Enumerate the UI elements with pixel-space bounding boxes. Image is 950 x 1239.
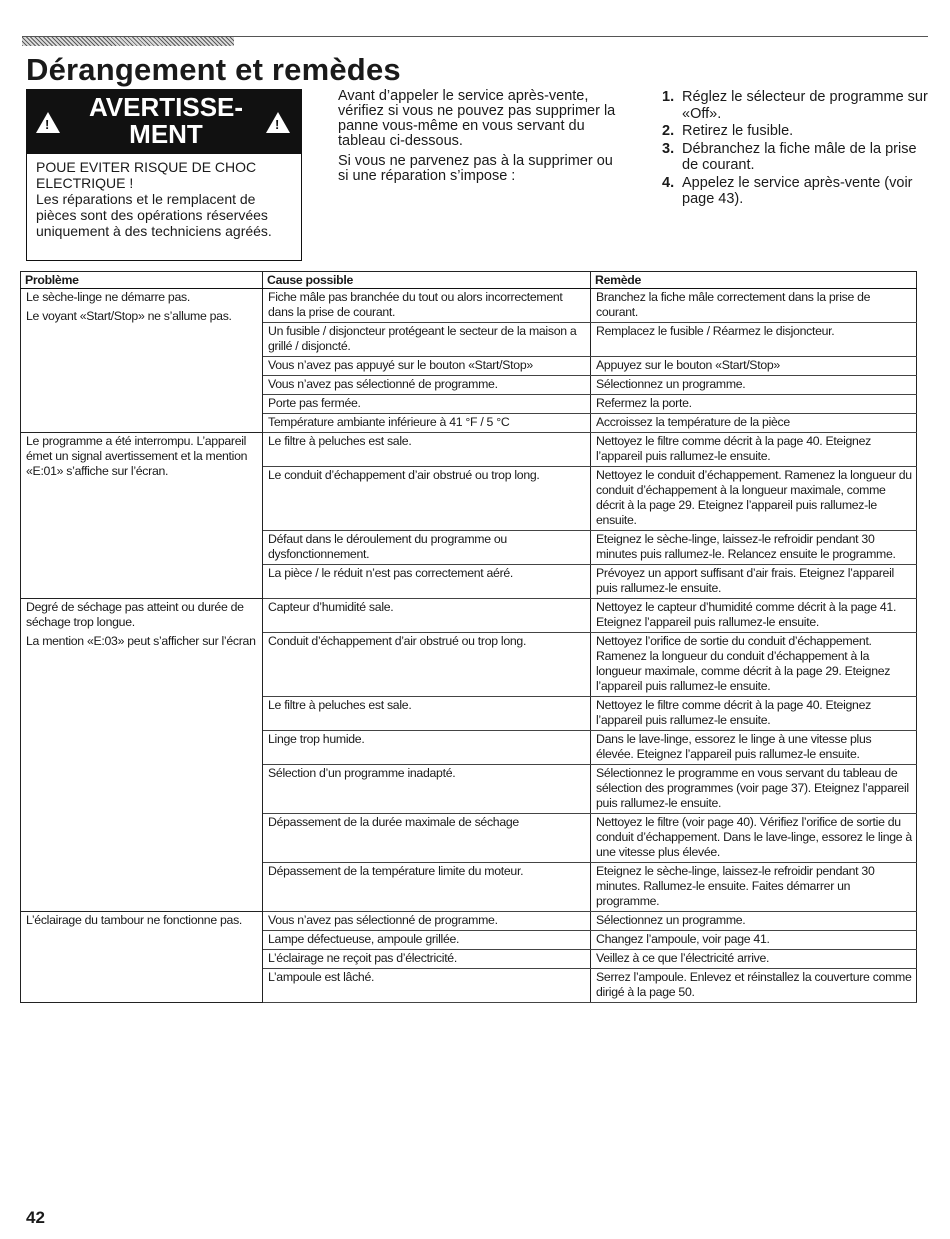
troubleshooting-table [20, 271, 917, 1003]
warning-body-text: Les réparations et le remplacent de pièces sont des opérations réservées uniquement à des techniciens agréés. [36, 191, 272, 239]
header-rule [22, 36, 928, 37]
problem-text: Le programme a été interrompu. L’appareil émet un signal avertissement et la mention «E:01» s’affiche sur l’écran. [26, 434, 248, 478]
cause-cell: Lampe défectueuse, ampoule grillée. [263, 931, 591, 950]
step-item [662, 141, 930, 174]
header-problem: Problème [21, 272, 263, 289]
remedy-cell: Nettoyez l’orifice de sortie du conduit d’échappement. Ramenez la longueur du conduit d’échappement à la longueur maximale, comme décrit à la page 29. Eteignez l’appareil puis rallumez-le ensuite. [591, 633, 917, 697]
cause-cell: La pièce / le réduit n’est pas correctement aéré. [263, 565, 591, 599]
step-number: 3. [662, 140, 675, 157]
step-number: 2. [662, 123, 675, 139]
warning-body [27, 154, 301, 239]
page-title: Dérangement et remèdes [26, 52, 401, 87]
cause-cell: L’ampoule est lâché. [263, 969, 591, 1003]
cause-cell: Fiche mâle pas branchée du tout ou alors incorrectement dans la prise de courant. [263, 289, 591, 323]
problem-cell [21, 599, 263, 912]
cause-cell: Le filtre à peluches est sale. [263, 433, 591, 467]
intro-paragraph: Si vous ne parvenez pas à la supprimer ou si une réparation s’impose : [338, 153, 613, 184]
header-hatch-bar [22, 36, 234, 46]
cause-cell: Le conduit d’échappement d’air obstrué ou trop long. [263, 467, 591, 531]
intro-text [338, 89, 618, 189]
problem-text: L’éclairage du tambour ne fonctionne pas. [26, 913, 243, 927]
intro-paragraph: Avant d’appeler le service après-vente, vérifiez si vous ne pouvez pas supprimer la panne vous-même en vous servant du tableau ci-dessous. [338, 88, 616, 149]
remedy-cell: Eteignez le sèche-linge, laissez-le refroidir pendant 30 minutes puis rallumez-le. Relancez ensuite le programme. [591, 531, 917, 565]
header-remedy: Remède [591, 272, 917, 289]
header-cause: Cause possible [263, 272, 591, 289]
warning-box [26, 89, 302, 261]
remedy-cell: Sélectionnez un programme. [591, 376, 917, 395]
cause-cell: Dépassement de la température limite du moteur. [263, 863, 591, 912]
problem-text: Le sèche-linge ne démarre pas. [26, 290, 190, 304]
cause-cell: Conduit d’échappement d’air obstrué ou trop long. [263, 633, 591, 697]
remedy-cell: Nettoyez le conduit d’échappement. Ramenez la longueur du conduit d’échappement à la longueur maximale, comme décrit à la page 29. Eteignez l’appareil puis rallumez-le ensuite. [591, 467, 917, 531]
remedy-cell: Veillez à ce que l’électricité arrive. [591, 950, 917, 969]
step-item [662, 89, 930, 122]
remedy-cell: Branchez la fiche mâle correctement dans la prise de courant. [591, 289, 917, 323]
step-text: Réglez le sélecteur de programme sur «Off». [682, 89, 928, 122]
cause-cell: Capteur d’humidité sale. [263, 599, 591, 633]
step-text: Retirez le fusible. [682, 123, 794, 139]
remedy-cell: Refermez la porte. [591, 395, 917, 414]
remedy-cell: Accroissez la température de la pièce [591, 414, 917, 433]
step-number: 4. [662, 174, 675, 191]
cause-cell: Un fusible / disjoncteur protégeant le secteur de la maison a grillé / disjoncté. [263, 323, 591, 357]
remedy-cell: Eteignez le sèche-linge, laissez-le refroidir pendant 30 minutes. Rallumez-le ensuite. Faites démarrer un programme. [591, 863, 917, 912]
steps-list [662, 89, 930, 209]
cause-cell: L’éclairage ne reçoit pas d’électricité. [263, 950, 591, 969]
table-row [21, 433, 917, 467]
problem-cell [21, 912, 263, 1003]
problem-text: Le voyant «Start/Stop» ne s’allume pas. [26, 309, 232, 323]
step-item [662, 175, 930, 208]
remedy-cell: Sélectionnez le programme en vous servant du tableau de sélection des programmes (voir page 37). Eteignez l’appareil puis rallumez-le ensuite. [591, 765, 917, 814]
table-row [21, 912, 917, 931]
remedy-cell: Appuyez sur le bouton «Start/Stop» [591, 357, 917, 376]
step-number: 1. [662, 89, 675, 105]
remedy-cell: Serrez l’ampoule. Enlevez et réinstallez la couverture comme dirigé à la page 50. [591, 969, 917, 1003]
table-row [21, 599, 917, 633]
cause-cell: Linge trop humide. [263, 731, 591, 765]
problem-text: La mention «E:03» peut s’afficher sur l’écran [26, 634, 256, 648]
remedy-cell: Nettoyez le capteur d’humidité comme décrit à la page 41. Eteignez l’appareil puis rallumez-le ensuite. [591, 599, 917, 633]
remedy-cell: Nettoyez le filtre (voir page 40). Vérifiez l’orifice de sortie du conduit d’échappement. Dans le lave-linge, essorez le linge à une vitesse plus élevée. [591, 814, 917, 863]
remedy-cell: Sélectionnez un programme. [591, 912, 917, 931]
cause-cell: Vous n’avez pas sélectionné de programme. [263, 376, 591, 395]
table-row [21, 289, 917, 323]
problem-cell [21, 289, 263, 433]
problem-cell [21, 433, 263, 599]
warning-triangle-icon [266, 112, 290, 133]
cause-cell: Le filtre à peluches est sale. [263, 697, 591, 731]
cause-cell: Sélection d’un programme inadapté. [263, 765, 591, 814]
cause-cell: Porte pas fermée. [263, 395, 591, 414]
cause-cell: Dépassement de la durée maximale de séchage [263, 814, 591, 863]
warning-heading: AVERTISSE- MENT [88, 92, 244, 149]
step-item [662, 123, 930, 140]
step-text: Débranchez la fiche mâle de la prise de courant. [682, 140, 917, 173]
remedy-cell: Dans le lave-linge, essorez le linge à une vitesse plus élevée. Eteignez l’appareil puis rallumez-le ensuite. [591, 731, 917, 765]
remedy-cell: Nettoyez le filtre comme décrit à la page 40. Eteignez l’appareil puis rallumez-le ensuite. [591, 697, 917, 731]
cause-cell: Vous n’avez pas appuyé sur le bouton «Start/Stop» [263, 357, 591, 376]
problem-text: Degré de séchage pas atteint ou durée de séchage trop longue. [26, 600, 244, 629]
remedy-cell: Remplacez le fusible / Réarmez le disjoncteur. [591, 323, 917, 357]
step-text: Appelez le service après-vente (voir page 43). [682, 174, 913, 207]
remedy-cell: Nettoyez le filtre comme décrit à la page 40. Eteignez l’appareil puis rallumez-le ensuite. [591, 433, 917, 467]
warning-caps-text: POUE EVITER RISQUE DE CHOC ELECTRIQUE ! [36, 159, 257, 191]
cause-cell: Défaut dans le déroulement du programme ou dysfonctionnement. [263, 531, 591, 565]
remedy-cell: Changez l’ampoule, voir page 41. [591, 931, 917, 950]
table-header-row [21, 272, 917, 289]
remedy-cell: Prévoyez un apport suffisant d’air frais. Eteignez l’appareil puis rallumez-le ensuite. [591, 565, 917, 599]
warning-triangle-icon [36, 112, 60, 133]
warning-header [27, 90, 301, 154]
cause-cell: Température ambiante inférieure à 41 °F / 5 °C [263, 414, 591, 433]
page-number: 42 [26, 1208, 45, 1227]
cause-cell: Vous n’avez pas sélectionné de programme. [263, 912, 591, 931]
